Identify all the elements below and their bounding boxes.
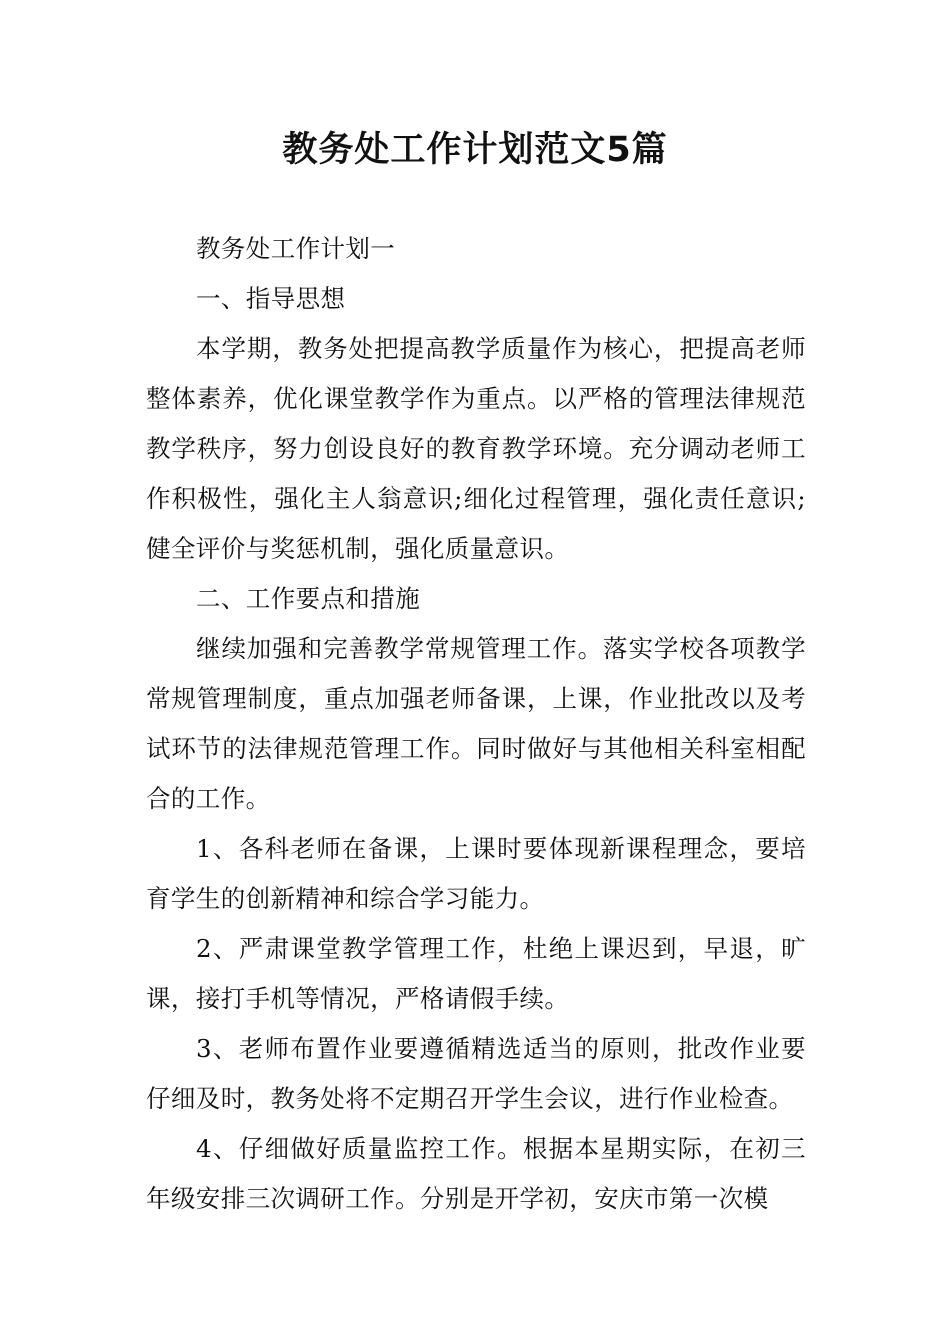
- document-body: [146, 224, 806, 1224]
- paragraph: 本学期，教务处把提高教学质量作为核心，把提高老师整体素养，优化课堂教学作为重点。以严格的管理法律规范教学秩序，努力创设良好的教育教学环境。充分调动老师工作积极性，强化主人翁意识;细化过程管理，强化责任意识;健全评价与奖惩机制，强化质量意识。: [146, 334, 806, 563]
- document-title: 教务处工作计划范文5篇: [282, 130, 668, 170]
- list-item: 3、老师布置作业要遵循精选适当的原则，批改作业要仔细及时，教务处将不定期召开学生会议，进行作业检查。: [146, 1034, 806, 1113]
- section-heading-plan-one: 教务处工作计划一: [196, 234, 396, 263]
- section-heading-work-points: 二、工作要点和措施: [196, 584, 421, 613]
- paragraph: 继续加强和完善教学常规管理工作。落实学校各项教学常规管理制度，重点加强老师备课，上课，作业批改以及考试环节的法律规范管理工作。同时做好与其他相关科室相配合的工作。: [146, 634, 806, 813]
- list-item: 4、仔细做好质量监控工作。根据本星期实际，在初三年级安排三次调研工作。分别是开学初，安庆市第一次模: [146, 1134, 806, 1213]
- list-item: 1、各科老师在备课，上课时要体现新课程理念，要培育学生的创新精神和综合学习能力。: [146, 834, 806, 913]
- section-heading-guiding-thought: 一、指导思想: [196, 284, 346, 313]
- list-item: 2、严肃课堂教学管理工作，杜绝上课迟到，早退，旷课，接打手机等情况，严格请假手续。: [146, 934, 806, 1013]
